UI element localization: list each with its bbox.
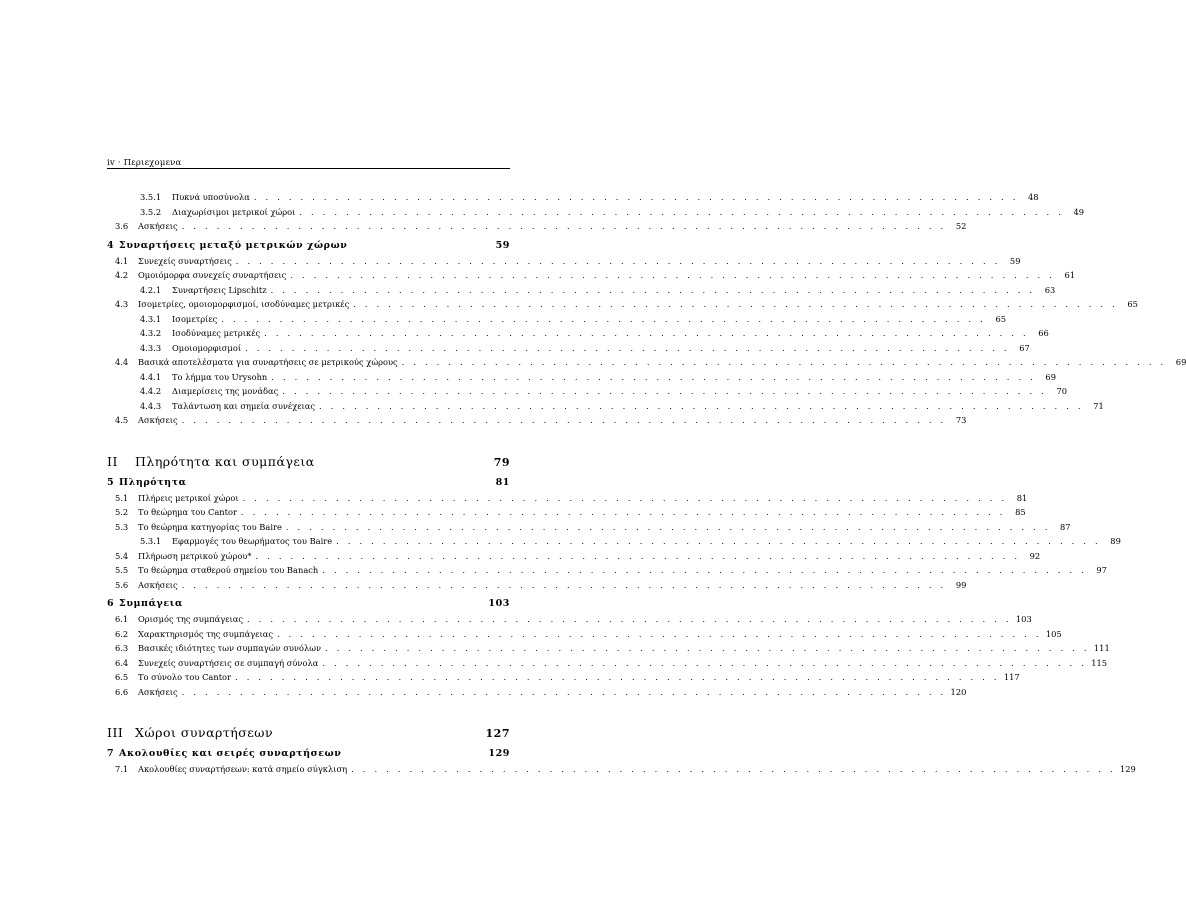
toc-title: Ισομετρίες, ομοιομορφισμοί, ισοδύναμες μετρικές: [138, 299, 350, 309]
toc-number: 4.3.3: [140, 342, 162, 353]
toc-page-number: 48: [1028, 192, 1039, 202]
toc-title: Πλήρωση μετρικού χώρου*: [138, 550, 252, 561]
toc-page-number: 129: [488, 748, 510, 759]
toc-page-number: 65: [995, 313, 1006, 324]
toc-number: 5: [107, 476, 115, 488]
toc-number: 5.3.1: [140, 536, 162, 546]
toc-page-number: 129: [1119, 764, 1136, 774]
dot-leader: . . . . . . . . . . . . . . . . . . . . . . . . . . . . . . . . . . . . . . . . . . . . . . . . . . . . . . . . . . . . . . . . . .: [290, 270, 1056, 280]
toc-part-entry: [107, 454, 510, 474]
dot-leader: . . . . . . . . . . . . . . . . . . . . . . . . . . . . . . . . . . . . . . . . . . . . . . . . . . . . . . . . . . . . . . . . . .: [247, 614, 1012, 624]
toc-page-number: 115: [1091, 657, 1108, 668]
toc-number: III: [107, 725, 124, 740]
toc-title: Πληρότητα και συμπάγεια: [135, 453, 315, 469]
toc-page-number: 79: [493, 455, 510, 469]
toc-number: 5.3: [115, 521, 129, 532]
dot-leader: . . . . . . . . . . . . . . . . . . . . . . . . . . . . . . . . . . . . . . . . . . . . . . . . . . . . . . . . . . . . . . . . . .: [271, 371, 1036, 382]
toc-page-number: 63: [1044, 284, 1056, 295]
toc-title: Βασικά αποτελέσματα για συναρτήσεις σε μετρικούς χώρους: [138, 357, 398, 367]
dot-leader: . . . . . . . . . . . . . . . . . . . . . . . . . . . . . . . . . . . . . . . . . . . . . . . . . . . . . . . . . . . . . . . . . .: [322, 657, 1088, 668]
toc-number: 3.5.1: [140, 192, 162, 202]
toc-page-number: 89: [1110, 536, 1121, 546]
toc-title: Συνεχείς συναρτήσεις σε συμπαγή σύνολα: [138, 657, 319, 668]
toc-number: 4: [107, 239, 115, 251]
toc-number: 6.4: [115, 657, 129, 668]
toc-page-number: 73: [955, 415, 967, 425]
toc-title: Το θεώρημα του Cantor: [138, 507, 237, 517]
toc-page-number: 66: [1038, 328, 1049, 338]
toc-number: 4.4: [115, 357, 129, 367]
dot-leader: . . . . . . . . . . . . . . . . . . . . . . . . . . . . . . . . . . . . . . . . . . . . . . . . . . . . . . . . . . . . . . . . . .: [264, 328, 1029, 338]
toc-page-number: 71: [1093, 400, 1104, 411]
toc-section-entry: [107, 400, 1104, 416]
dot-leader: . . . . . . . . . . . . . . . . . . . . . . . . . . . . . . . . . . . . . . . . . . . . . . . . . . . . . . . . . . . . . . . . . .: [235, 672, 1000, 682]
toc-section-entry: [107, 614, 1032, 629]
toc-section-entry: [107, 628, 1062, 644]
dot-leader: . . . . . . . . . . . . . . . . . . . . . . . . . . . . . . . . . . . . . . . . . . . . . . . . . . . . . . . . . . . . . . . . . .: [181, 221, 947, 231]
toc-title: Το θεώρημα κατηγορίας του Baire: [138, 521, 282, 532]
toc-section-entry: [107, 565, 1107, 580]
toc-title: Χαρακτηρισμός της συμπάγειας: [138, 628, 273, 639]
toc-section-entry: [107, 672, 1020, 687]
toc-number: 5.5: [115, 565, 129, 575]
toc-page-number: 69: [1045, 371, 1056, 382]
toc-page-number: 105: [1045, 628, 1062, 639]
toc-page-number: 49: [1073, 206, 1085, 217]
toc-title: Ομοιόμορφα συνεχείς συναρτήσεις: [138, 270, 287, 280]
dot-leader: . . . . . . . . . . . . . . . . . . . . . . . . . . . . . . . . . . . . . . . . . . . . . . . . . . . . . . . . . . . . . . . . . .: [181, 686, 947, 697]
dot-leader: . . . . . . . . . . . . . . . . . . . . . . . . . . . . . . . . . . . . . . . . . . . . . . . . . . . . . . . . . . . . . . . . . .: [181, 579, 947, 590]
toc-title: Το σύνολο του Cantor: [138, 672, 232, 682]
toc-page-number: 52: [955, 221, 967, 231]
toc-section-entry: [107, 579, 967, 595]
toc-title: Ασκήσεις: [138, 415, 178, 425]
toc-chapter-entry: [107, 240, 510, 256]
toc-page-number: 103: [1015, 614, 1032, 624]
dot-leader: . . . . . . . . . . . . . . . . . . . . . . . . . . . . . . . . . . . . . . . . . . . . . . . . . . . . . . . . . . . . . . . . . .: [401, 357, 1167, 367]
toc-page-number: 97: [1096, 565, 1107, 575]
toc-page-number: 81: [495, 476, 510, 488]
toc-section-entry: [107, 492, 1028, 508]
toc-title: Διαμερίσεις της μονάδας: [172, 386, 279, 396]
toc-page-number: 85: [1015, 507, 1026, 517]
toc-title: Χώροι συναρτήσεων: [135, 725, 274, 740]
dot-leader: . . . . . . . . . . . . . . . . . . . . . . . . . . . . . . . . . . . . . . . . . . . . . . . . . . . . . . . . . . . . . . . . . .: [270, 284, 1036, 295]
dot-leader: . . . . . . . . . . . . . . . . . . . . . . . . . . . . . . . . . . . . . . . . . . . . . . . . . . . . . . . . . . . . . . . . . .: [319, 400, 1084, 411]
toc-number: 6: [107, 598, 115, 609]
dot-leader: . . . . . . . . . . . . . . . . . . . . . . . . . . . . . . . . . . . . . . . . . . . . . . . . . . . . . . . . . . . . . . . . . .: [336, 536, 1101, 546]
toc-section-entry: [107, 206, 1085, 222]
toc-number: 6.5: [115, 672, 129, 682]
dot-leader: . . . . . . . . . . . . . . . . . . . . . . . . . . . . . . . . . . . . . . . . . . . . . . . . . . . . . . . . . . . . . . . . . .: [299, 206, 1065, 217]
toc-chapter-entry: [107, 477, 510, 493]
toc-title: Ακολουθίες και σειρές συναρτήσεων: [119, 748, 342, 759]
toc-number: 4.1: [115, 255, 129, 266]
dot-leader: . . . . . . . . . . . . . . . . . . . . . . . . . . . . . . . . . . . . . . . . . . . . . . . . . . . . . . . . . . . . . . . . . .: [181, 415, 947, 425]
toc-section-entry: [107, 270, 1076, 285]
toc-number: 4.3: [115, 299, 129, 309]
toc-title: Ισομετρίες: [172, 313, 218, 324]
dot-leader: . . . . . . . . . . . . . . . . . . . . . . . . . . . . . . . . . . . . . . . . . . . . . . . . . . . . . . . . . . . . . . . . . .: [353, 299, 1118, 309]
toc-title: Βασικές ιδιότητες των συμπαγών συνόλων: [138, 643, 322, 653]
dot-leader: . . . . . . . . . . . . . . . . . . . . . . . . . . . . . . . . . . . . . . . . . . . . . . . . . . . . . . . . . . . . . . . . . .: [240, 507, 1006, 517]
toc-number: 7: [107, 748, 115, 759]
dot-leader: . . . . . . . . . . . . . . . . . . . . . . . . . . . . . . . . . . . . . . . . . . . . . . . . . . . . . . . . . . . . . . . . . .: [351, 764, 1116, 774]
toc-page-number: 65: [1127, 299, 1138, 309]
toc-section-entry: [107, 357, 1186, 372]
toc-title: Το θεώρημα σταθερού σημείου του Banach: [138, 565, 319, 575]
toc-number: 5.1: [115, 492, 129, 503]
toc-number: 4.4.3: [140, 400, 162, 411]
toc-section-entry: [107, 415, 967, 430]
toc-number: II: [107, 453, 118, 469]
toc-number: 4.3.1: [140, 313, 162, 324]
toc-title: Συμπάγεια: [119, 598, 183, 609]
toc-section-entry: [107, 342, 1030, 358]
toc-section-entry: [107, 255, 1021, 271]
toc-title: Ακολουθίες συναρτήσεων: κατά σημείο σύγκλιση: [138, 764, 348, 774]
dot-leader: . . . . . . . . . . . . . . . . . . . . . . . . . . . . . . . . . . . . . . . . . . . . . . . . . . . . . . . . . . . . . . . . . .: [245, 342, 1010, 353]
toc-number: 3.5.2: [140, 206, 162, 217]
toc-title: Πλήρεις μετρικοί χώροι: [138, 492, 239, 503]
toc-number: 6.6: [115, 686, 129, 697]
toc-page-number: 61: [1064, 270, 1076, 280]
toc-section-entry: [107, 192, 1039, 207]
toc-page-number: 99: [955, 579, 967, 590]
toc-chapter-entry: [107, 598, 510, 614]
toc-section-entry: [107, 643, 1110, 658]
toc-section-entry: [107, 507, 1026, 522]
toc-page-number: 59: [1009, 255, 1021, 266]
toc-number: 6.2: [115, 628, 129, 639]
toc-title: Ασκήσεις: [138, 579, 178, 590]
toc-section-entry: [107, 550, 1041, 566]
toc-number: 5.6: [115, 579, 129, 590]
toc-chapter-entry: [107, 748, 510, 764]
toc-part-entry: [107, 725, 510, 745]
toc-title: Συναρτήσεις μεταξύ μετρικών χώρων: [119, 239, 348, 251]
table-of-contents: [107, 192, 1186, 779]
toc-page-number: 117: [1003, 672, 1020, 682]
toc-page-number: 111: [1093, 643, 1110, 653]
toc-title: Πληρότητα: [119, 476, 187, 488]
dot-leader: . . . . . . . . . . . . . . . . . . . . . . . . . . . . . . . . . . . . . . . . . . . . . . . . . . . . . . . . . . . . . . . . . .: [285, 521, 1051, 532]
toc-number: 7.1: [115, 764, 129, 774]
dot-leader: . . . . . . . . . . . . . . . . . . . . . . . . . . . . . . . . . . . . . . . . . . . . . . . . . . . . . . . . . . . . . . . . . .: [242, 492, 1008, 503]
dot-leader: . . . . . . . . . . . . . . . . . . . . . . . . . . . . . . . . . . . . . . . . . . . . . . . . . . . . . . . . . . . . . . . . . .: [255, 550, 1021, 561]
toc-number: 3.6: [115, 221, 129, 231]
toc-title: Πυκνά υποσύνολα: [172, 192, 250, 202]
toc-page-number: 81: [1016, 492, 1028, 503]
toc-page-number: 92: [1029, 550, 1041, 561]
toc-number: 4.2: [115, 270, 129, 280]
toc-number: 4.4.2: [140, 386, 162, 396]
dot-leader: . . . . . . . . . . . . . . . . . . . . . . . . . . . . . . . . . . . . . . . . . . . . . . . . . . . . . . . . . . . . . . . . . .: [235, 255, 1001, 266]
toc-number: 5.4: [115, 550, 129, 561]
toc-title: Ασκήσεις: [138, 221, 178, 231]
toc-title: Ασκήσεις: [138, 686, 178, 697]
dot-leader: . . . . . . . . . . . . . . . . . . . . . . . . . . . . . . . . . . . . . . . . . . . . . . . . . . . . . . . . . . . . . . . . . .: [276, 628, 1042, 639]
toc-title: Εφαρμογές του θεωρήματος του Baire: [172, 536, 333, 546]
toc-section-entry: [107, 299, 1138, 314]
toc-number: 4.3.2: [140, 328, 162, 338]
dot-leader: . . . . . . . . . . . . . . . . . . . . . . . . . . . . . . . . . . . . . . . . . . . . . . . . . . . . . . . . . . . . . . . . . .: [253, 192, 1019, 202]
toc-page-number: 127: [485, 727, 510, 740]
toc-number: 4.5: [115, 415, 129, 425]
dot-leader: . . . . . . . . . . . . . . . . . . . . . . . . . . . . . . . . . . . . . . . . . . . . . . . . . . . . . . . . . . . . . . . . . .: [325, 643, 1090, 653]
toc-number: 4.2.1: [140, 284, 162, 295]
toc-title: Ομοιομορφισμοί: [172, 342, 242, 353]
toc-page-number: 103: [488, 598, 510, 609]
toc-number: 5.2: [115, 507, 129, 517]
toc-section-entry: [107, 221, 967, 236]
toc-number: 6.1: [115, 614, 129, 624]
toc-section-entry: [107, 313, 1006, 329]
dot-leader: . . . . . . . . . . . . . . . . . . . . . . . . . . . . . . . . . . . . . . . . . . . . . . . . . . . . . . . . . . . . . . . . . .: [282, 386, 1047, 396]
toc-title: Ισοδύναμες μετρικές: [172, 328, 261, 338]
toc-title: Ταλάντωση και σημεία συνέχειας: [172, 400, 316, 411]
toc-page-number: 59: [495, 239, 510, 251]
running-header: iv · Περιεχομενα: [107, 158, 182, 168]
toc-page-number: 87: [1060, 521, 1071, 532]
toc-title: Διαχωρίσιμοι μετρικοί χώροι: [172, 206, 296, 217]
toc-title: Συνεχείς συναρτήσεις: [138, 255, 232, 266]
toc-title: Ορισμός της συμπάγειας: [138, 614, 244, 624]
toc-title: Το λήμμα του Urysohn: [172, 371, 268, 382]
toc-section-entry: [107, 284, 1056, 300]
toc-page-number: 69: [1175, 357, 1186, 367]
toc-page-number: 67: [1019, 342, 1030, 353]
toc-section-entry: [107, 686, 967, 702]
header-rule: [107, 168, 510, 169]
toc-page-number: 120: [950, 686, 967, 697]
toc-page-number: 70: [1056, 386, 1067, 396]
toc-number: 6.3: [115, 643, 129, 653]
dot-leader: . . . . . . . . . . . . . . . . . . . . . . . . . . . . . . . . . . . . . . . . . . . . . . . . . . . . . . . . . . . . . . . . . .: [221, 313, 986, 324]
toc-title: Συναρτήσεις Lipschitz: [172, 284, 267, 295]
toc-section-entry: [107, 328, 1049, 343]
toc-section-entry: [107, 764, 1136, 779]
toc-number: 4.4.1: [140, 371, 162, 382]
toc-section-entry: [107, 536, 1121, 551]
toc-section-entry: [107, 657, 1108, 673]
toc-section-entry: [107, 371, 1056, 387]
dot-leader: . . . . . . . . . . . . . . . . . . . . . . . . . . . . . . . . . . . . . . . . . . . . . . . . . . . . . . . . . . . . . . . . . .: [322, 565, 1087, 575]
toc-section-entry: [107, 521, 1071, 537]
toc-section-entry: [107, 386, 1067, 401]
